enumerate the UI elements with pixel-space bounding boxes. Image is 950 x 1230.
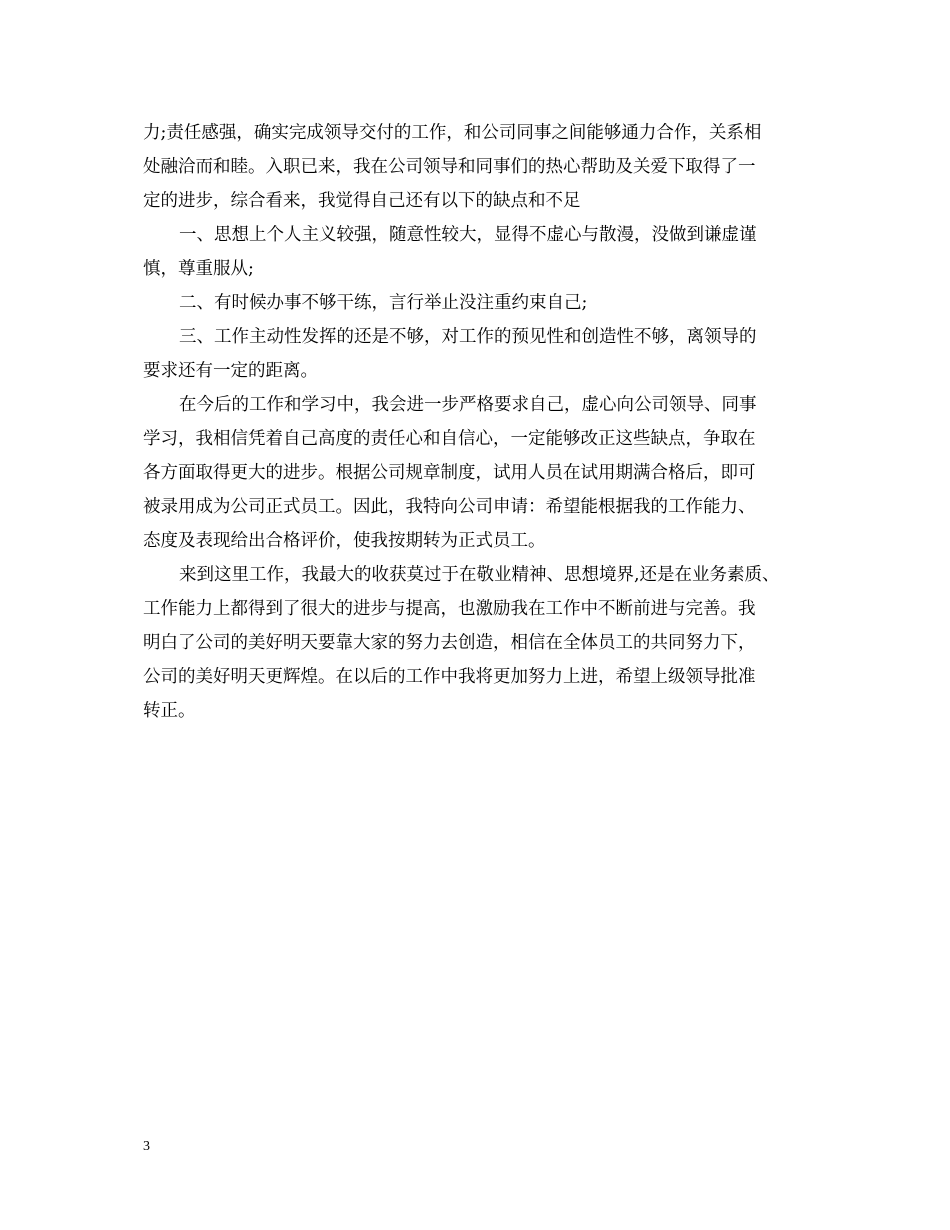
text-line: 各方面取得更大的进步。根据公司规章制度，试用人员在试用期满合格后，即可 (143, 463, 756, 483)
text-line: 公司的美好明天更辉煌。在以后的工作中我将更加努力上进，希望上级领导批准 (143, 667, 756, 687)
text-line: 定的进步，综合看来，我觉得自己还有以下的缺点和不足 (143, 191, 581, 211)
document-body (143, 116, 811, 728)
text-line: 慎，尊重服从; (143, 259, 254, 279)
text-line: 要求还有一定的距离。 (143, 361, 318, 381)
text-line: 转正。 (143, 701, 196, 721)
text-line: 处融洽而和睦。入职已来，我在公司领导和同事们的热心帮助及关爱下取得了一 (143, 157, 756, 177)
text-line: 学习，我相信凭着自己高度的责任心和自信心，一定能够改正这些缺点，争取在 (143, 429, 756, 449)
text-line: 来到这里工作，我最大的收获莫过于在敬业精神、思想境界,还是在业务素质、 (179, 565, 780, 585)
text-line: 二、有时候办事不够干练，言行举止没注重约束自己; (179, 293, 588, 313)
text-line: 明白了公司的美好明天要靠大家的努力去创造，相信在全体员工的共同努力下， (143, 633, 756, 653)
text-line: 一、思想上个人主义较强，随意性较大，显得不虚心与散漫，没做到谦虚谨 (179, 225, 757, 245)
text-line: 被录用成为公司正式员工。因此，我特向公司申请：希望能根据我的工作能力、 (143, 497, 756, 517)
text-line: 在今后的工作和学习中，我会进一步严格要求自己，虚心向公司领导、同事 (179, 395, 757, 415)
text-line: 工作能力上都得到了很大的进步与提高，也激励我在工作中不断前进与完善。我 (143, 599, 756, 619)
text-line: 态度及表现给出合格评价，使我按期转为正式员工。 (143, 531, 546, 551)
text-line: 力;责任感强，确实完成领导交付的工作，和公司同事之间能够通力合作，关系相 (143, 123, 762, 143)
page-number: 3 (143, 1139, 150, 1154)
text-line: 三、工作主动性发挥的还是不够，对工作的预见性和创造性不够，离领导的 (179, 327, 757, 347)
